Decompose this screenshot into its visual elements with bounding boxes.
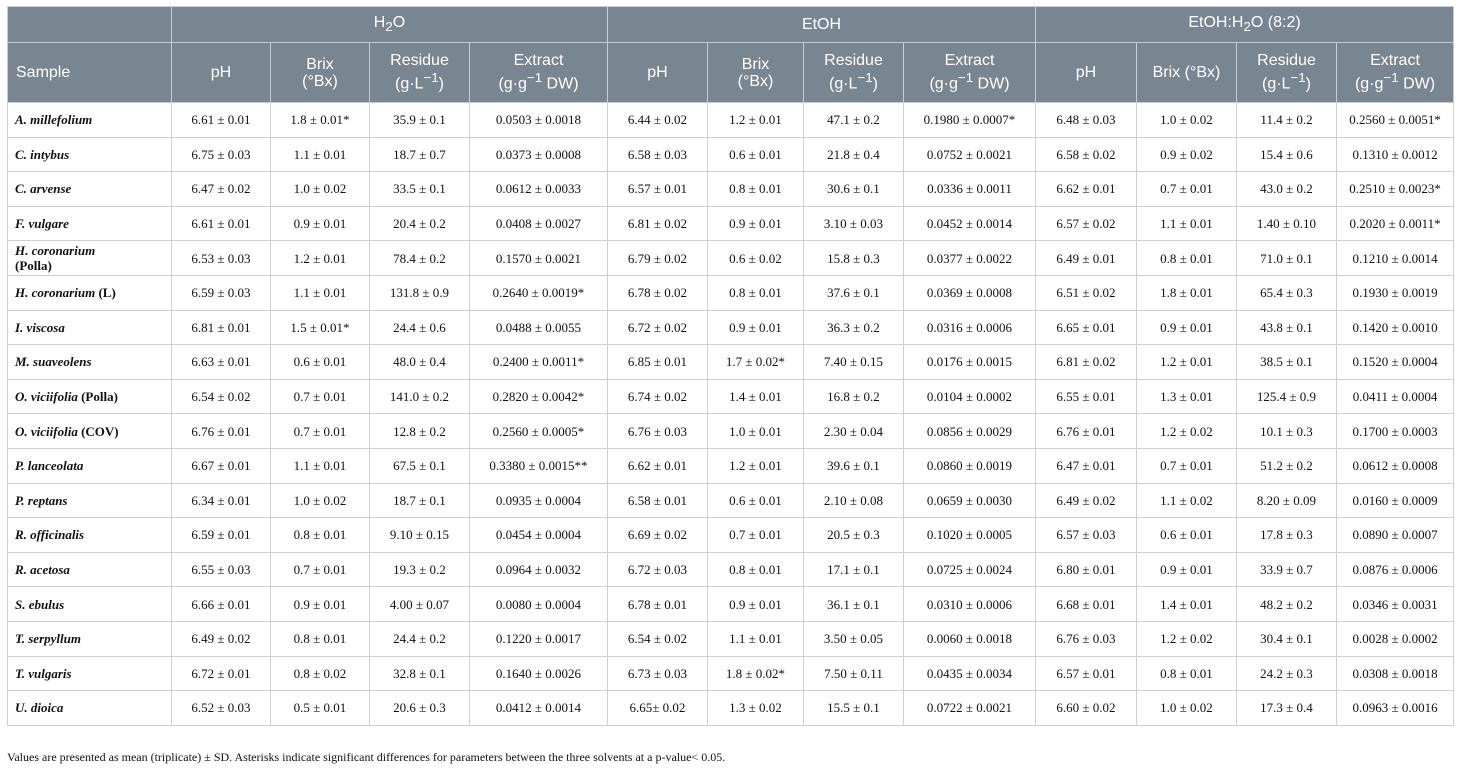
value-cell: 0.1640 ± 0.0026 — [470, 656, 608, 691]
value-cell: 0.7 ± 0.01 — [271, 552, 370, 587]
value-cell: 0.0346 ± 0.0031 — [1337, 587, 1454, 622]
value-cell: 78.4 ± 0.2 — [370, 241, 470, 276]
header-group-1: $H_2O$ — [172, 7, 608, 43]
value-cell: 0.1980 ± 0.0007* — [904, 103, 1036, 138]
value-cell: 0.9 ± 0.01 — [271, 206, 370, 241]
table-row — [8, 448, 1454, 483]
value-cell: 17.8 ± 0.3 — [1237, 518, 1337, 553]
table-row — [8, 345, 1454, 380]
value-cell: 51.2 ± 0.2 — [1237, 448, 1337, 483]
value-cell: 6.44 ± 0.02 — [608, 103, 708, 138]
value-cell: 38.5 ± 0.1 — [1237, 345, 1337, 380]
table-row — [8, 137, 1454, 172]
header-col-2-4: Extract ($g\cdot g^{-1}$ DW) — [904, 43, 1036, 103]
value-cell: 6.47 ± 0.02 — [172, 172, 271, 207]
value-cell: 7.50 ± 0.11 — [804, 656, 904, 691]
sample-name-cell: F. vulgare — [8, 206, 172, 241]
table-row — [8, 587, 1454, 622]
value-cell: 33.5 ± 0.1 — [370, 172, 470, 207]
value-cell: 1.4 ± 0.01 — [708, 379, 804, 414]
value-cell: 32.8 ± 0.1 — [370, 656, 470, 691]
sample-name-cell: C. intybus — [8, 137, 172, 172]
value-cell: 141.0 ± 0.2 — [370, 379, 470, 414]
value-cell: 1.1 ± 0.01 — [1137, 206, 1237, 241]
value-cell: 43.0 ± 0.2 — [1237, 172, 1337, 207]
value-cell: 48.2 ± 0.2 — [1237, 587, 1337, 622]
value-cell: 0.2820 ± 0.0042* — [470, 379, 608, 414]
sample-name-cell: O. viciifolia (Polla) — [8, 379, 172, 414]
value-cell: 3.50 ± 0.05 — [804, 621, 904, 656]
value-cell: 6.73 ± 0.03 — [608, 656, 708, 691]
value-cell: 6.69 ± 0.02 — [608, 518, 708, 553]
value-cell: 18.7 ± 0.1 — [370, 483, 470, 518]
value-cell: 1.7 ± 0.02* — [708, 345, 804, 380]
value-cell: 0.1020 ± 0.0005 — [904, 518, 1036, 553]
value-cell: 0.0377 ± 0.0022 — [904, 241, 1036, 276]
value-cell: 6.68 ± 0.01 — [1036, 587, 1137, 622]
value-cell: 0.2560 ± 0.0051* — [1337, 103, 1454, 138]
table-row — [8, 552, 1454, 587]
value-cell: 6.65± 0.02 — [608, 691, 708, 726]
value-cell: 0.5 ± 0.01 — [271, 691, 370, 726]
value-cell: 0.8 ± 0.01 — [1137, 656, 1237, 691]
value-cell: 15.5 ± 0.1 — [804, 691, 904, 726]
value-cell: 0.7 ± 0.01 — [271, 414, 370, 449]
value-cell: 6.81 ± 0.02 — [1036, 345, 1137, 380]
value-cell: 0.0454 ± 0.0004 — [470, 518, 608, 553]
value-cell: 6.49 ± 0.02 — [1036, 483, 1137, 518]
header-col-1-2: Brix (°Bx) — [271, 43, 370, 103]
value-cell: 0.8 ± 0.01 — [271, 518, 370, 553]
value-cell: 36.1 ± 0.1 — [804, 587, 904, 622]
value-cell: 0.9 ± 0.01 — [708, 206, 804, 241]
value-cell: 1.0 ± 0.02 — [271, 483, 370, 518]
value-cell: 1.3 ± 0.01 — [1137, 379, 1237, 414]
value-cell: 6.76 ± 0.01 — [1036, 414, 1137, 449]
value-cell: 0.0963 ± 0.0016 — [1337, 691, 1454, 726]
value-cell: 1.3 ± 0.02 — [708, 691, 804, 726]
value-cell: 0.0488 ± 0.0055 — [470, 310, 608, 345]
value-cell: 1.0 ± 0.02 — [1137, 103, 1237, 138]
value-cell: 6.67 ± 0.01 — [172, 448, 271, 483]
value-cell: 1.0 ± 0.02 — [1137, 691, 1237, 726]
value-cell: 6.52 ± 0.03 — [172, 691, 271, 726]
value-cell: 1.0 ± 0.02 — [271, 172, 370, 207]
value-cell: 0.9 ± 0.01 — [708, 310, 804, 345]
value-cell: 6.72 ± 0.03 — [608, 552, 708, 587]
header-col-1-1: pH — [172, 43, 271, 103]
value-cell: 1.1 ± 0.01 — [271, 448, 370, 483]
value-cell: 6.62 ± 0.01 — [1036, 172, 1137, 207]
value-cell: 0.9 ± 0.01 — [1137, 310, 1237, 345]
value-cell: 67.5 ± 0.1 — [370, 448, 470, 483]
value-cell: 0.6 ± 0.01 — [708, 137, 804, 172]
value-cell: 6.76 ± 0.03 — [608, 414, 708, 449]
value-cell: 6.72 ± 0.01 — [172, 656, 271, 691]
value-cell: 1.2 ± 0.01 — [271, 241, 370, 276]
value-cell: 10.1 ± 0.3 — [1237, 414, 1337, 449]
header-col-2-1: pH — [608, 43, 708, 103]
value-cell: 6.57 ± 0.03 — [1036, 518, 1137, 553]
header-sample: Sample — [8, 43, 172, 103]
value-cell: 1.4 ± 0.01 — [1137, 587, 1237, 622]
value-cell: 18.7 ± 0.7 — [370, 137, 470, 172]
value-cell: 15.8 ± 0.3 — [804, 241, 904, 276]
value-cell: 0.0160 ± 0.0009 — [1337, 483, 1454, 518]
value-cell: 0.0373 ± 0.0008 — [470, 137, 608, 172]
value-cell: 1.2 ± 0.02 — [1137, 621, 1237, 656]
value-cell: 6.81 ± 0.01 — [172, 310, 271, 345]
value-cell: 0.0080 ± 0.0004 — [470, 587, 608, 622]
value-cell: 125.4 ± 0.9 — [1237, 379, 1337, 414]
sample-name-cell: T. vulgaris — [8, 656, 172, 691]
sample-name-cell: H. coronarium (Polla) — [8, 241, 172, 276]
value-cell: 0.0408 ± 0.0027 — [470, 206, 608, 241]
value-cell: 0.0176 ± 0.0015 — [904, 345, 1036, 380]
value-cell: 17.3 ± 0.4 — [1237, 691, 1337, 726]
table-row — [8, 518, 1454, 553]
value-cell: 0.2640 ± 0.0019* — [470, 275, 608, 310]
sample-name-cell: S. ebulus — [8, 587, 172, 622]
sample-name-cell: R. officinalis — [8, 518, 172, 553]
table-row — [8, 206, 1454, 241]
value-cell: 6.55 ± 0.03 — [172, 552, 271, 587]
value-cell: 0.0612 ± 0.0033 — [470, 172, 608, 207]
value-cell: 0.6 ± 0.01 — [708, 483, 804, 518]
value-cell: 39.6 ± 0.1 — [804, 448, 904, 483]
value-cell: 1.2 ± 0.01 — [708, 448, 804, 483]
table-row — [8, 414, 1454, 449]
value-cell: 0.1570 ± 0.0021 — [470, 241, 608, 276]
value-cell: 6.49 ± 0.02 — [172, 621, 271, 656]
value-cell: 20.4 ± 0.2 — [370, 206, 470, 241]
value-cell: 0.2510 ± 0.0023* — [1337, 172, 1454, 207]
value-cell: 6.65 ± 0.01 — [1036, 310, 1137, 345]
header-col-1-3: Residue $(g\cdot L^{-1})$ — [370, 43, 470, 103]
value-cell: 6.76 ± 0.01 — [172, 414, 271, 449]
value-cell: 0.0369 ± 0.0008 — [904, 275, 1036, 310]
value-cell: 0.2020 ± 0.0011* — [1337, 206, 1454, 241]
value-cell: 1.1 ± 0.01 — [708, 621, 804, 656]
header-col-2-2: Brix (°Bx) — [708, 43, 804, 103]
value-cell: 6.48 ± 0.03 — [1036, 103, 1137, 138]
header-group-3: $EtOH:H_2O$ (8:2) — [1036, 7, 1454, 43]
value-cell: 7.40 ± 0.15 — [804, 345, 904, 380]
value-cell: 43.8 ± 0.1 — [1237, 310, 1337, 345]
value-cell: 0.1310 ± 0.0012 — [1337, 137, 1454, 172]
value-cell: 6.51 ± 0.02 — [1036, 275, 1137, 310]
value-cell: 0.0316 ± 0.0006 — [904, 310, 1036, 345]
table-row — [8, 656, 1454, 691]
value-cell: 1.40 ± 0.10 — [1237, 206, 1337, 241]
table-row — [8, 691, 1454, 726]
value-cell: 6.66 ± 0.01 — [172, 587, 271, 622]
value-cell: 12.8 ± 0.2 — [370, 414, 470, 449]
table-row — [8, 275, 1454, 310]
header-group-row — [8, 7, 1454, 43]
value-cell: 0.7 ± 0.01 — [271, 379, 370, 414]
sample-name-cell: A. millefolium — [8, 103, 172, 138]
value-cell: 9.10 ± 0.15 — [370, 518, 470, 553]
value-cell: 0.0104 ± 0.0002 — [904, 379, 1036, 414]
value-cell: 6.74 ± 0.02 — [608, 379, 708, 414]
value-cell: 11.4 ± 0.2 — [1237, 103, 1337, 138]
value-cell: 0.0452 ± 0.0014 — [904, 206, 1036, 241]
value-cell: 8.20 ± 0.09 — [1237, 483, 1337, 518]
table-row — [8, 310, 1454, 345]
value-cell: 0.0435 ± 0.0034 — [904, 656, 1036, 691]
value-cell: 0.3380 ± 0.0015** — [470, 448, 608, 483]
value-cell: 65.4 ± 0.3 — [1237, 275, 1337, 310]
table-body — [8, 103, 1454, 726]
value-cell: 0.0411 ± 0.0004 — [1337, 379, 1454, 414]
value-cell: 0.0412 ± 0.0014 — [470, 691, 608, 726]
header-col-3-1: pH — [1036, 43, 1137, 103]
value-cell: 19.3 ± 0.2 — [370, 552, 470, 587]
table-footnote: Values are presented as mean (triplicate) ± SD. Asterisks indicate significant differences for parameters between the three solvents at a p-value< 0.05. — [7, 750, 726, 764]
sample-name-cell: U. dioica — [8, 691, 172, 726]
value-cell: 6.54 ± 0.02 — [608, 621, 708, 656]
value-cell: 1.5 ± 0.01* — [271, 310, 370, 345]
data-table — [7, 6, 1454, 726]
value-cell: 0.9 ± 0.02 — [1137, 137, 1237, 172]
value-cell: 0.7 ± 0.01 — [1137, 448, 1237, 483]
value-cell: 6.60 ± 0.02 — [1036, 691, 1137, 726]
value-cell: 4.00 ± 0.07 — [370, 587, 470, 622]
table-row — [8, 483, 1454, 518]
value-cell: 6.78 ± 0.02 — [608, 275, 708, 310]
value-cell: 0.0308 ± 0.0018 — [1337, 656, 1454, 691]
value-cell: 47.1 ± 0.2 — [804, 103, 904, 138]
value-cell: 6.58 ± 0.01 — [608, 483, 708, 518]
value-cell: 6.85 ± 0.01 — [608, 345, 708, 380]
header-col-3-4: Extract ($g\cdot g^{-1}$ DW) — [1337, 43, 1454, 103]
value-cell: 0.0722 ± 0.0021 — [904, 691, 1036, 726]
value-cell: 2.10 ± 0.08 — [804, 483, 904, 518]
value-cell: 24.2 ± 0.3 — [1237, 656, 1337, 691]
value-cell: 0.0935 ± 0.0004 — [470, 483, 608, 518]
header-col-3-3: Residue $(g\cdot L^{-1})$ — [1237, 43, 1337, 103]
sample-name-cell: O. viciifolia (COV) — [8, 414, 172, 449]
value-cell: 0.0659 ± 0.0030 — [904, 483, 1036, 518]
header-column-row — [8, 43, 1454, 103]
value-cell: 0.0336 ± 0.0011 — [904, 172, 1036, 207]
value-cell: 0.1220 ± 0.0017 — [470, 621, 608, 656]
value-cell: 6.47 ± 0.01 — [1036, 448, 1137, 483]
header-col-1-4: Extract ($g\cdot g^{-1}$ DW) — [470, 43, 608, 103]
value-cell: 0.0612 ± 0.0008 — [1337, 448, 1454, 483]
sample-name-cell: P. reptans — [8, 483, 172, 518]
value-cell: 6.34 ± 0.01 — [172, 483, 271, 518]
value-cell: 6.49 ± 0.01 — [1036, 241, 1137, 276]
value-cell: 0.1930 ± 0.0019 — [1337, 275, 1454, 310]
value-cell: 6.54 ± 0.02 — [172, 379, 271, 414]
value-cell: 6.55 ± 0.01 — [1036, 379, 1137, 414]
value-cell: 1.1 ± 0.01 — [271, 137, 370, 172]
value-cell: 0.6 ± 0.01 — [271, 345, 370, 380]
value-cell: 6.59 ± 0.03 — [172, 275, 271, 310]
value-cell: 0.0890 ± 0.0007 — [1337, 518, 1454, 553]
value-cell: 6.57 ± 0.01 — [608, 172, 708, 207]
value-cell: 24.4 ± 0.6 — [370, 310, 470, 345]
value-cell: 1.2 ± 0.01 — [1137, 345, 1237, 380]
sample-name-cell: H. coronarium (L) — [8, 275, 172, 310]
header-col-2-3: Residue $(g\cdot L^{-1})$ — [804, 43, 904, 103]
value-cell: 1.8 ± 0.01 — [1137, 275, 1237, 310]
value-cell: 1.0 ± 0.01 — [708, 414, 804, 449]
value-cell: 1.2 ± 0.02 — [1137, 414, 1237, 449]
value-cell: 0.1520 ± 0.0004 — [1337, 345, 1454, 380]
value-cell: 6.63 ± 0.01 — [172, 345, 271, 380]
table-row — [8, 379, 1454, 414]
value-cell: 6.53 ± 0.03 — [172, 241, 271, 276]
value-cell: 6.58 ± 0.02 — [1036, 137, 1137, 172]
value-cell: 1.8 ± 0.02* — [708, 656, 804, 691]
value-cell: 0.9 ± 0.01 — [271, 587, 370, 622]
value-cell: 6.76 ± 0.03 — [1036, 621, 1137, 656]
value-cell: 0.0856 ± 0.0029 — [904, 414, 1036, 449]
table-row — [8, 103, 1454, 138]
value-cell: 0.0060 ± 0.0018 — [904, 621, 1036, 656]
value-cell: 6.78 ± 0.01 — [608, 587, 708, 622]
value-cell: 71.0 ± 0.1 — [1237, 241, 1337, 276]
table-container — [7, 6, 1453, 726]
value-cell: 30.6 ± 0.1 — [804, 172, 904, 207]
value-cell: 131.8 ± 0.9 — [370, 275, 470, 310]
value-cell: 48.0 ± 0.4 — [370, 345, 470, 380]
table-row — [8, 241, 1454, 276]
value-cell: 6.75 ± 0.03 — [172, 137, 271, 172]
value-cell: 35.9 ± 0.1 — [370, 103, 470, 138]
table-header — [8, 7, 1454, 103]
value-cell: 6.58 ± 0.03 — [608, 137, 708, 172]
value-cell: 0.0964 ± 0.0032 — [470, 552, 608, 587]
value-cell: 0.8 ± 0.02 — [271, 656, 370, 691]
value-cell: 20.6 ± 0.3 — [370, 691, 470, 726]
header-blank-cell — [8, 7, 172, 43]
table-row — [8, 172, 1454, 207]
value-cell: 0.9 ± 0.01 — [1137, 552, 1237, 587]
value-cell: 0.0028 ± 0.0002 — [1337, 621, 1454, 656]
value-cell: 0.0503 ± 0.0018 — [470, 103, 608, 138]
value-cell: 33.9 ± 0.7 — [1237, 552, 1337, 587]
value-cell: 2.30 ± 0.04 — [804, 414, 904, 449]
sample-name-cell: P. lanceolata — [8, 448, 172, 483]
value-cell: 6.79 ± 0.02 — [608, 241, 708, 276]
value-cell: 0.7 ± 0.01 — [708, 518, 804, 553]
sample-name-cell: T. serpyllum — [8, 621, 172, 656]
value-cell: 0.1420 ± 0.0010 — [1337, 310, 1454, 345]
value-cell: 6.57 ± 0.01 — [1036, 656, 1137, 691]
value-cell: 6.80 ± 0.01 — [1036, 552, 1137, 587]
value-cell: 20.5 ± 0.3 — [804, 518, 904, 553]
value-cell: 0.7 ± 0.01 — [1137, 172, 1237, 207]
value-cell: 0.0876 ± 0.0006 — [1337, 552, 1454, 587]
value-cell: 6.59 ± 0.01 — [172, 518, 271, 553]
header-group-2: EtOH — [608, 7, 1036, 43]
value-cell: 6.72 ± 0.02 — [608, 310, 708, 345]
table-row — [8, 621, 1454, 656]
value-cell: 16.8 ± 0.2 — [804, 379, 904, 414]
value-cell: 0.8 ± 0.01 — [1137, 241, 1237, 276]
value-cell: 0.1210 ± 0.0014 — [1337, 241, 1454, 276]
value-cell: 15.4 ± 0.6 — [1237, 137, 1337, 172]
value-cell: 24.4 ± 0.2 — [370, 621, 470, 656]
value-cell: 0.8 ± 0.01 — [708, 552, 804, 587]
value-cell: 1.1 ± 0.01 — [271, 275, 370, 310]
value-cell: 0.1700 ± 0.0003 — [1337, 414, 1454, 449]
value-cell: 1.8 ± 0.01* — [271, 103, 370, 138]
value-cell: 6.81 ± 0.02 — [608, 206, 708, 241]
value-cell: 3.10 ± 0.03 — [804, 206, 904, 241]
header-col-3-2: Brix (°Bx) — [1137, 43, 1237, 103]
value-cell: 21.8 ± 0.4 — [804, 137, 904, 172]
value-cell: 0.2560 ± 0.0005* — [470, 414, 608, 449]
value-cell: 0.2400 ± 0.0011* — [470, 345, 608, 380]
value-cell: 0.8 ± 0.01 — [271, 621, 370, 656]
value-cell: 30.4 ± 0.1 — [1237, 621, 1337, 656]
value-cell: 17.1 ± 0.1 — [804, 552, 904, 587]
sample-name-cell: C. arvense — [8, 172, 172, 207]
value-cell: 6.62 ± 0.01 — [608, 448, 708, 483]
value-cell: 36.3 ± 0.2 — [804, 310, 904, 345]
value-cell: 0.8 ± 0.01 — [708, 172, 804, 207]
sample-name-cell: R. acetosa — [8, 552, 172, 587]
value-cell: 0.0752 ± 0.0021 — [904, 137, 1036, 172]
value-cell: 0.0725 ± 0.0024 — [904, 552, 1036, 587]
sample-name-cell: I. viscosa — [8, 310, 172, 345]
sample-name-cell: M. suaveolens — [8, 345, 172, 380]
value-cell: 1.2 ± 0.01 — [708, 103, 804, 138]
value-cell: 0.6 ± 0.01 — [1137, 518, 1237, 553]
value-cell: 0.9 ± 0.01 — [708, 587, 804, 622]
value-cell: 37.6 ± 0.1 — [804, 275, 904, 310]
value-cell: 0.6 ± 0.02 — [708, 241, 804, 276]
value-cell: 0.0310 ± 0.0006 — [904, 587, 1036, 622]
value-cell: 1.1 ± 0.02 — [1137, 483, 1237, 518]
value-cell: 6.61 ± 0.01 — [172, 103, 271, 138]
value-cell: 0.8 ± 0.01 — [708, 275, 804, 310]
value-cell: 6.57 ± 0.02 — [1036, 206, 1137, 241]
value-cell: 0.0860 ± 0.0019 — [904, 448, 1036, 483]
value-cell: 6.61 ± 0.01 — [172, 206, 271, 241]
